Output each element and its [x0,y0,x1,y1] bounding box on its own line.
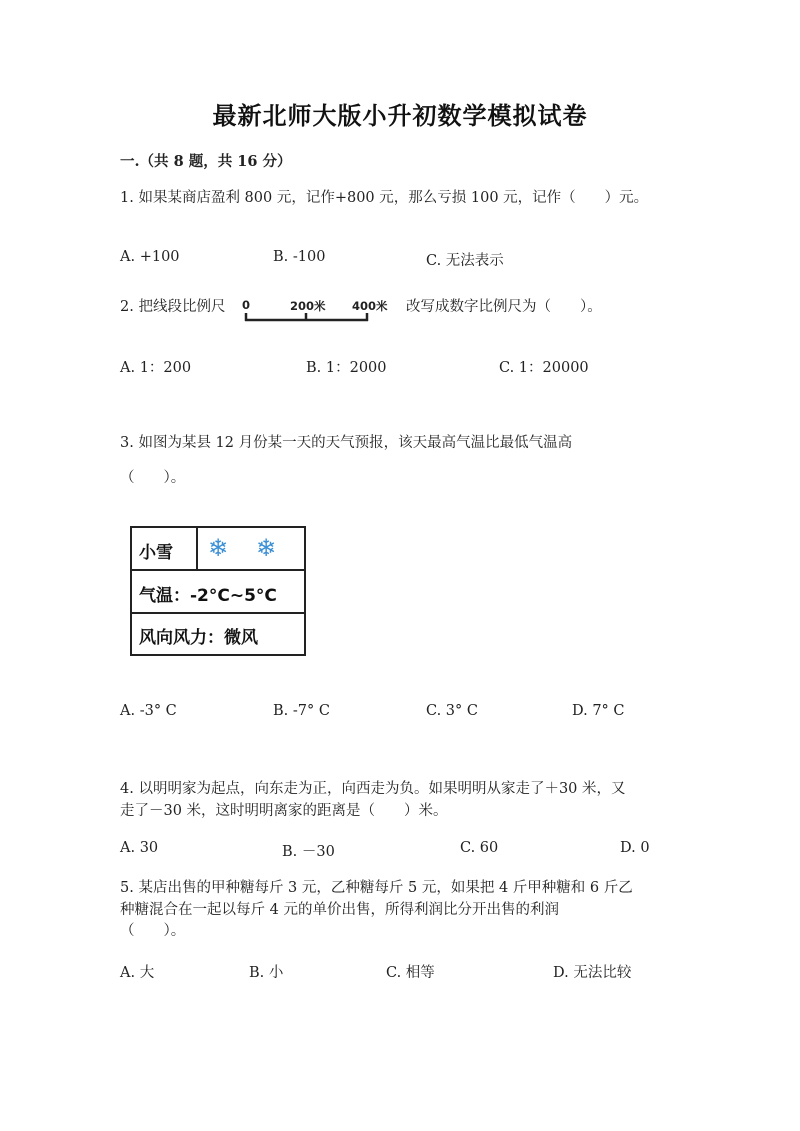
question-2-option-b: B. 1：2000 [306,360,387,376]
scale-label-400: 400米 [352,299,388,313]
weather-row-condition [132,528,304,571]
weather-wind: 风向风力：微风 [139,628,258,648]
question-3-option-b: B. -7° C [273,703,330,719]
question-4-option-d: D. 0 [620,840,650,856]
line-scale-figure [238,296,398,330]
question-5-option-c: C. 相等 [386,965,435,981]
question-4-stem-line-1: 4. 以明明家为起点，向东走为正，向西走为负。如果明明从家走了＋30 米，又 [120,781,626,797]
question-1-option-b: B. -100 [273,249,326,265]
question-3-option-c: C. 3° C [426,703,478,719]
weather-row-temperature [132,571,304,614]
question-5-option-b: B. 小 [249,965,284,981]
question-3-stem-line-2: （ ）。 [120,470,186,486]
weather-divider [196,528,198,569]
question-5-option-a: A. 大 [120,965,155,981]
snowflake-icon: ❄ [256,534,277,562]
question-5-stem-line-1: 5. 某店出售的甲种糖每斤 3 元，乙种糖每斤 5 元，如果把 4 斤甲种糖和 6 斤乙 [120,880,633,896]
question-4-stem-line-2: 走了－30 米，这时明明离家的距离是（ ）米。 [120,803,448,819]
question-4-option-b: B. －30 [282,844,335,860]
question-2-stem-before: 2. 把线段比例尺 [120,299,226,315]
question-1-option-a: A. +100 [120,249,180,265]
scale-label-0: 0 [242,298,251,312]
weather-condition: 小雪 [139,543,173,563]
question-2-option-c: C. 1：20000 [499,360,589,376]
question-1-option-c: C. 无法表示 [426,253,504,269]
question-3-stem-line-1: 3. 如图为某县 12 月份某一天的天气预报，该天最高气温比最低气温高 [120,435,573,451]
question-4-option-c: C. 60 [460,840,499,856]
page-title: 最新北师大版小升初数学模拟试卷 [212,101,588,130]
question-2-stem-after: 改写成数字比例尺为（ ）。 [406,299,602,315]
section-heading: 一.（共 8 题，共 16 分） [120,153,292,170]
weather-forecast-card [130,526,306,656]
question-5-option-d: D. 无法比较 [553,965,632,981]
question-3-option-d: D. 7° C [572,703,625,719]
question-1-stem: 1. 如果某商店盈利 800 元，记作+800 元，那么亏损 100 元，记作（ ）元。 [120,190,649,206]
scale-line [238,312,378,326]
weather-temperature: 气温：-2°C~5°C [139,586,277,606]
question-2-option-a: A. 1：200 [120,360,192,376]
question-5-stem-line-3: （ ）。 [120,923,186,939]
scale-label-200: 200米 [290,299,326,313]
question-5-stem-line-2: 种糖混合在一起以每斤 4 元的单价出售，所得利润比分开出售的利润 [120,902,559,918]
question-4-option-a: A. 30 [120,840,159,856]
snowflake-icon: ❄ [208,534,229,562]
weather-row-wind [132,614,304,654]
question-3-option-a: A. -3° C [120,703,177,719]
